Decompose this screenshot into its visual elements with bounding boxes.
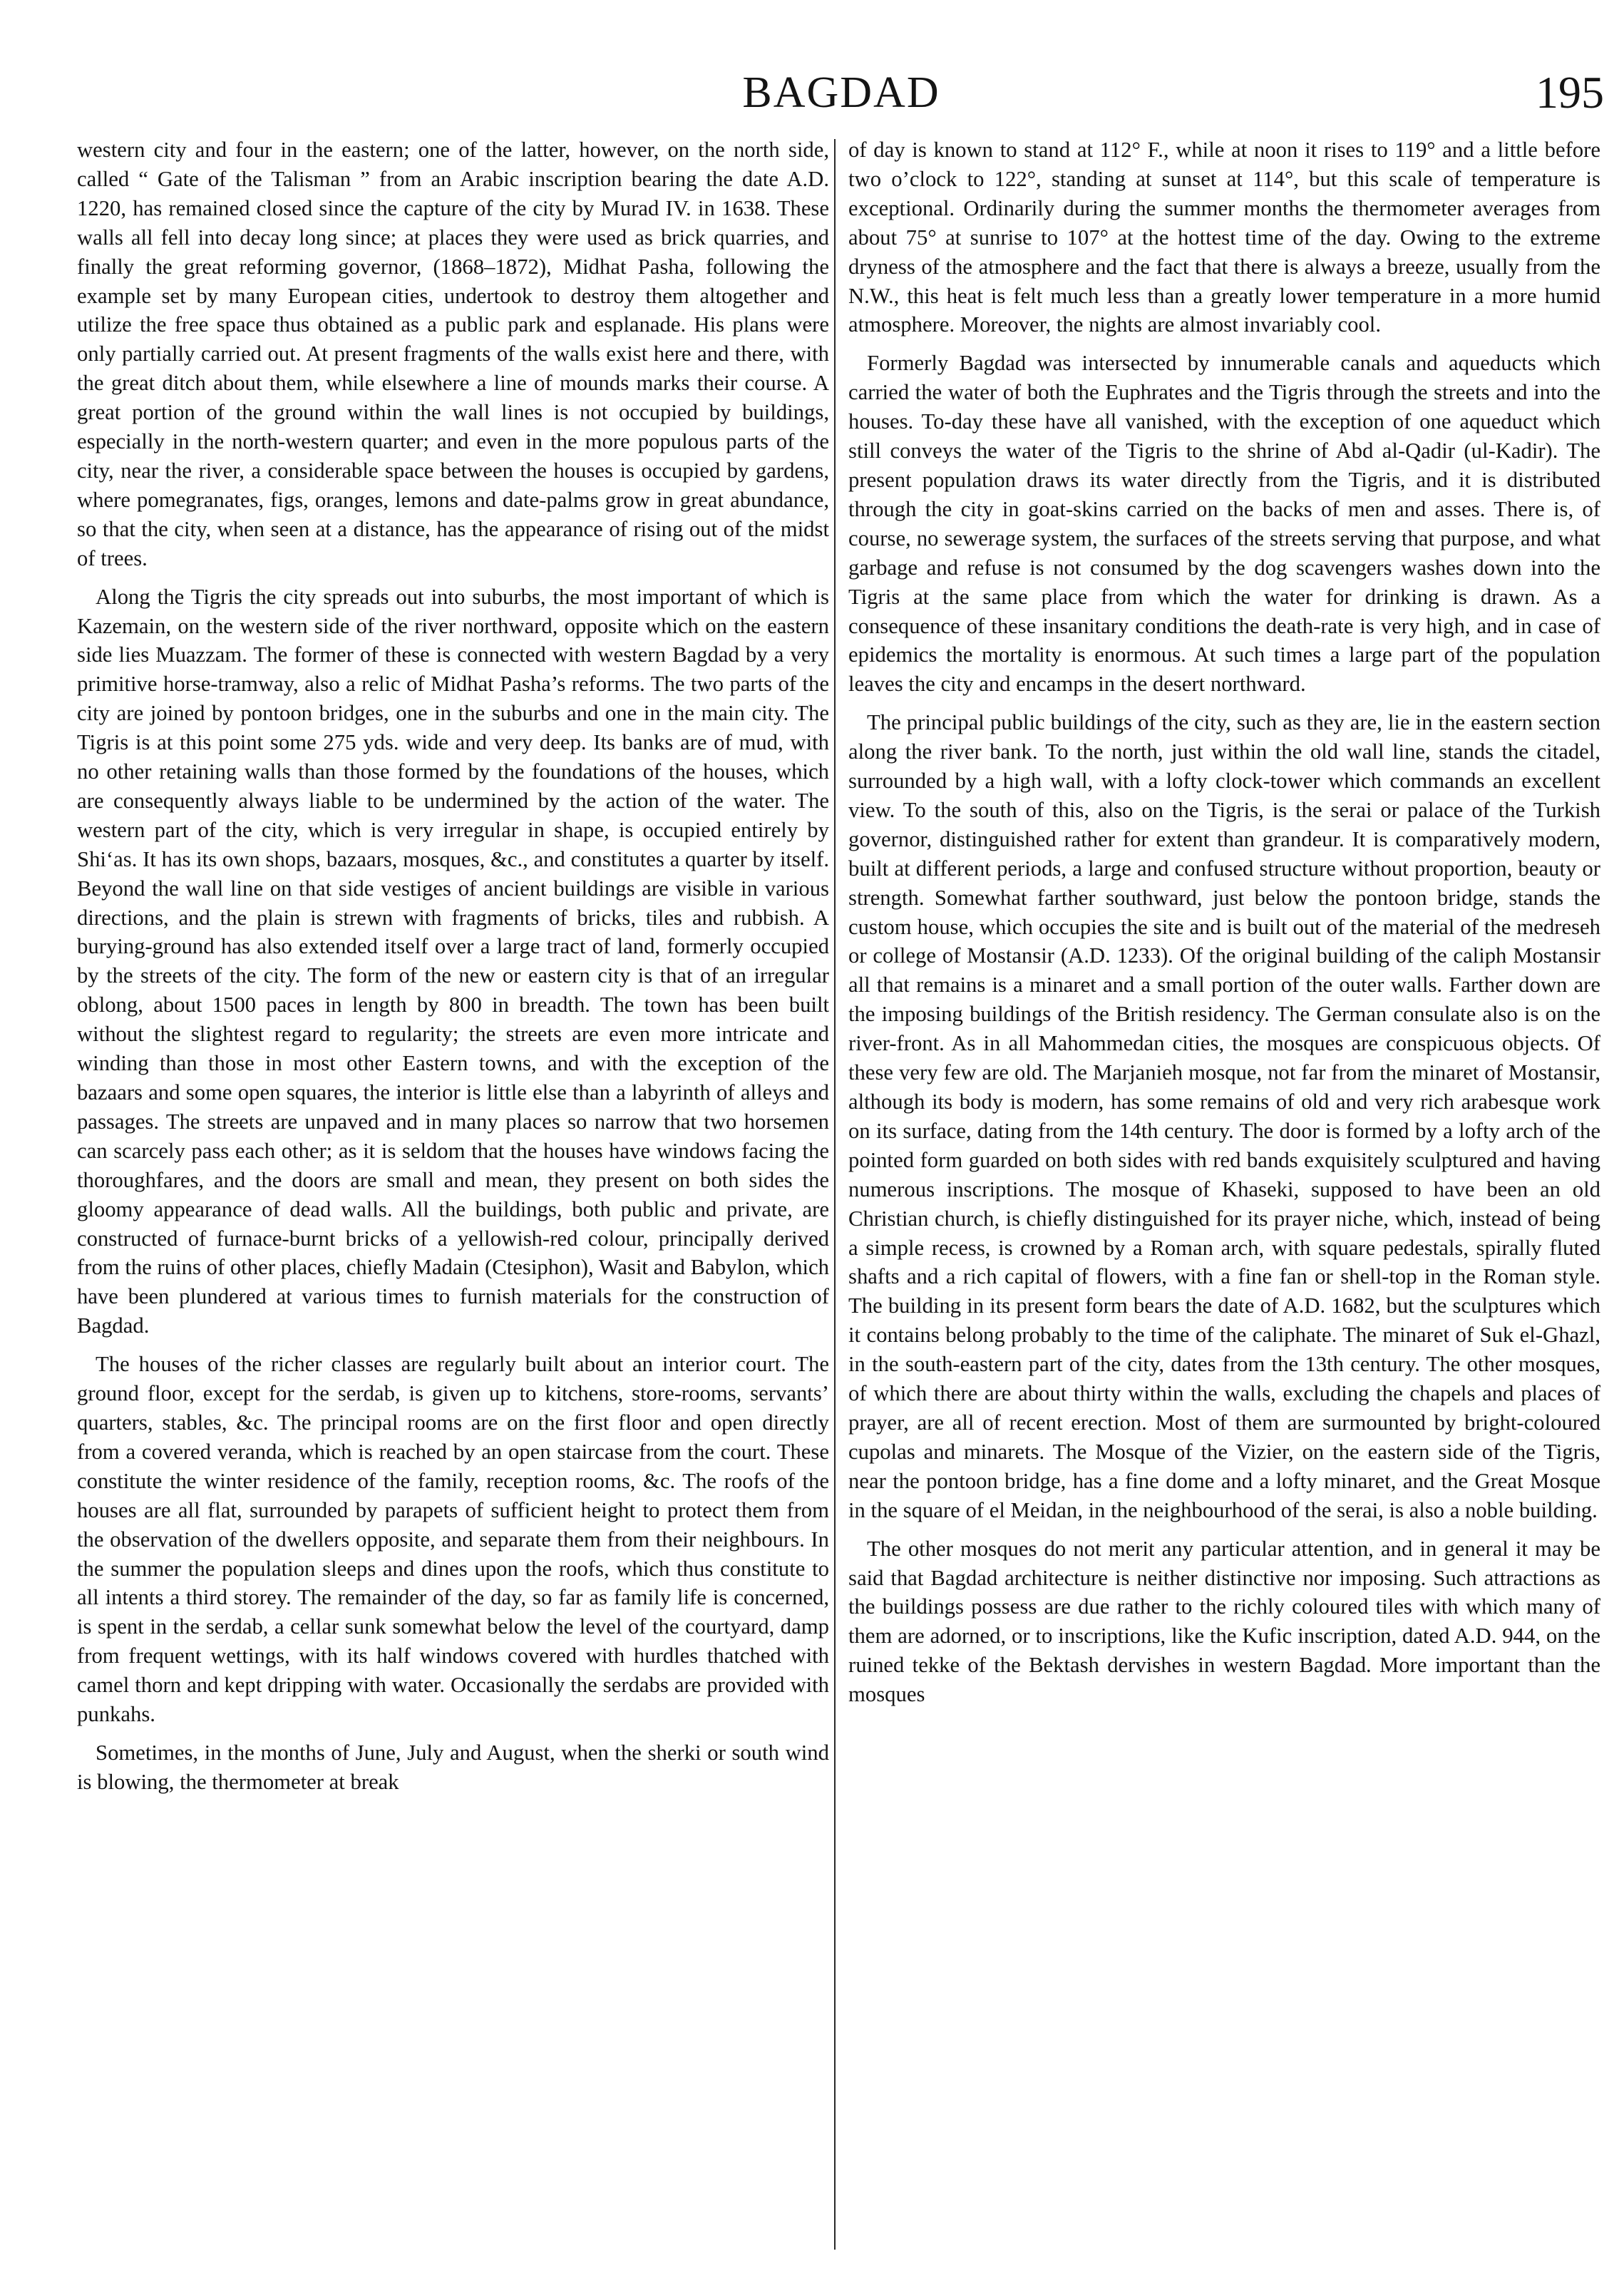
running-title: BAGDAD <box>742 68 940 117</box>
paragraph: western city and four in the eastern; one of the latter, however, on the north side, called “ Gate of the Talisman ” from an Arabic inscription bearing the date A.D. 1220, has remained closed since the capture of the city by Murad IV. in 1638. These walls all fell into decay long since; at places they were used as brick quarries, and finally the great reforming governor, (1868–1872), Midhat Pasha, following the example set by many European cities, undertook to destroy them altogether and utilize the free space thus obtained as a public park and esplanade. His plans were only partially carried out. At present fragments of the walls exist here and there, with the great ditch about them, while elsewhere a line of mounds marks their course. A great portion of the ground within the wall lines is not occupied by buildings, especially in the north-western quarter; and even in the more populous parts of the city, near the river, a considerable space between the houses is occupied by gardens, where pomegranates, figs, oranges, lemons and date-palms grow in great abundance, so that the city, when seen at a distance, has the appearance of rising out of the midst of trees. <box>77 138 829 570</box>
paragraph: Along the Tigris the city spreads out into suburbs, the most important of which is Kazemain, on the western side of the river northward, opposite which on the eastern side lies Muazzam. The former of these is connected with western Bagdad by a very primitive horse-tramway, also a relic of Midhat Pasha’s reforms. The two parts of the city are joined by pontoon bridges, one in the suburbs and one in the main city. The Tigris is at this point some 275 yds. wide and very deep. Its banks are of mud, with no other retaining walls than those formed by the foundations of the houses, which are consequently always liable to be undermined by the action of the water. The western part of the city, which is very irregular in shape, is occupied entirely by Shi‘as. It has its own shops, bazaars, mosques, &c., and constitutes a quarter by itself. Beyond the wall line on that side vestiges of ancient buildings are visible in various directions, and the plain is strewn with fragments of bricks, tiles and rubbish. A burying-ground has also extended itself over a large tract of land, formerly occupied by the streets of the city. The form of the new or eastern city is that of an irregular oblong, about 1500 paces in length by 800 in breadth. The town has been built without the slightest regard to regularity; the streets are even more intricate and winding than those in most other Eastern towns, and with the exception of the bazaars and some open squares, the interior is little else than a labyrinth of alleys and passages. The streets are unpaved and in many places so narrow that two horsemen can scarcely pass each other; as it is seldom that the houses have windows facing the thoroughfares, and the doors are small and mean, they present on both sides the gloomy appearance of dead walls. All the buildings, both public and private, are constructed of furnace-burnt bricks of a yellowish-red colour, principally derived from the ruins of other places, chiefly Madain (Ctesiphon), Wasit and Babylon, which have been plundered at various times to furnish materials for the construction of Bagdad. <box>77 584 829 1338</box>
running-header <box>78 63 1604 127</box>
paragraph: of day is known to stand at 112° F., while at noon it rises to 119° and a little before two o’clock to 122°, standing at sunset at 114°, but this scale of temperature is exceptional. Ordinarily during the summer months the thermometer averages from about 75° at sunrise to 107° at the hottest time of the day. Owing to the extreme dryness of the atmosphere and the fact that there is always a breeze, usually from the N.W., this heat is felt much less than a greatly lower temperature in a more humid atmosphere. Moreover, the nights are almost invariably cool. <box>848 138 1600 337</box>
right-column <box>848 135 1600 1709</box>
left-column <box>77 135 829 1797</box>
paragraph: The other mosques do not merit any particular attention, and in general it may be said that Bagdad architecture is neither distinctive nor imposing. Such attractions as the buildings possess are due rather to the richly coloured tiles with which many of them are adorned, or to inscriptions, like the Kufic inscription, dated A.D. 944, on the ruined tekke of the Bektash dervishes in western Bagdad. More important than the mosques <box>848 1536 1600 1707</box>
paragraph: The principal public buildings of the city, such as they are, lie in the eastern section along the river bank. To the north, just within the old wall line, stands the citadel, surrounded by a high wall, with a lofty clock-tower which commands an excellent view. To the south of this, also on the Tigris, is the serai or palace of the Turkish governor, distinguished rather for extent than grandeur. It is comparatively modern, built at different periods, a large and confused structure without proportion, beauty or strength. Somewhat farther southward, just below the pontoon bridge, stands the custom house, which occupies the site and is built out of the material of the medreseh or college of Mostansir (A.D. 1233). Of the original building of the caliph Mostansir all that remains is a minaret and a small portion of the outer walls. Farther down are the imposing buildings of the British residency. The German consulate also is on the river-front. As in all Mahommedan cities, the mosques are conspicuous objects. Of these very few are old. The Marjanieh mosque, not far from the minaret of Mostansir, although its body is modern, has some remains of old and very rich arabesque work on its surface, dating from the 14th century. The door is formed by a lofty arch of the pointed form guarded on both sides with red bands exquisitely sculptured and having numerous inscriptions. The mosque of Khaseki, supposed to have been an old Christian church, is chiefly distinguished for its prayer niche, which, instead of being a simple recess, is crowned by a Roman arch, with square pedestals, spirally fluted shafts and a rich capital of flowers, with a fine fan or shell-top in the Roman style. The building in its present form bears the date of A.D. 1682, but the sculptures which it contains belong probably to the time of the caliphate. The minaret of Suk el-Ghazl, in the south-eastern part of the city, dates from the 13th century. The other mosques, of which there are about thirty within the walls, excluding the chapels and places of prayer, are all of recent erection. Most of them are surmounted by bright-coloured cupolas and minarets. The Mosque of the Vizier, on the eastern side of the Tigris, near the pontoon bridge, has a fine dome and a lofty minaret, and the Great Mosque in the square of el Meidan, in the neighbourhood of the serai, is also a noble building. <box>848 710 1600 1522</box>
paragraph: Sometimes, in the months of June, July and August, when the sherki or south wind is blowing, the thermometer at break <box>77 1740 829 1794</box>
column-divider <box>834 139 836 2250</box>
paragraph: The houses of the richer classes are regularly built about an interior court. The ground floor, except for the serdab, is given up to kitchens, store-rooms, servants’ quarters, stables, &c. The principal rooms are on the first floor and open directly from a covered veranda, which is reached by an open staircase from the court. These constitute the winter residence of the family, reception rooms, &c. The roofs of the houses are all flat, surrounded by parapets of sufficient height to protect them from the observation of the dwellers opposite, and separate them from their neighbours. In the summer the population sleeps and dines upon the roofs, which thus constitute to all intents a third storey. The remainder of the day, so far as family life is concerned, is spent in the serdab, a cellar sunk somewhat below the level of the courtyard, damp from frequent wettings, with its half windows covered with hurdles thatched with camel thorn and kept dripping with water. Occasionally the serdabs are provided with punkahs. <box>77 1352 829 1727</box>
page-number: 195 <box>1536 67 1604 118</box>
paragraph: Formerly Bagdad was intersected by innumerable canals and aqueducts which carried the water of both the Euphrates and the Tigris through the streets and into the houses. To-day these have all vanished, with the exception of one aqueduct which still conveys the water of the Tigris to the shrine of Abd al-Qadir (ul-Kadir). The present population draws its water directly from the Tigris, and it is distributed through the city in goat-skins carried on the backs of men and asses. There is, of course, no sewerage system, the surfaces of the streets serving that purpose, and what garbage and refuse is not consumed by the dog scavengers washes down into the Tigris at the same place from which the water for drinking is drawn. As a consequence of these insanitary conditions the death-rate is very high, and in case of epidemics the mortality is enormous. At such times a large part of the population leaves the city and encamps in the desert northward. <box>848 351 1600 697</box>
